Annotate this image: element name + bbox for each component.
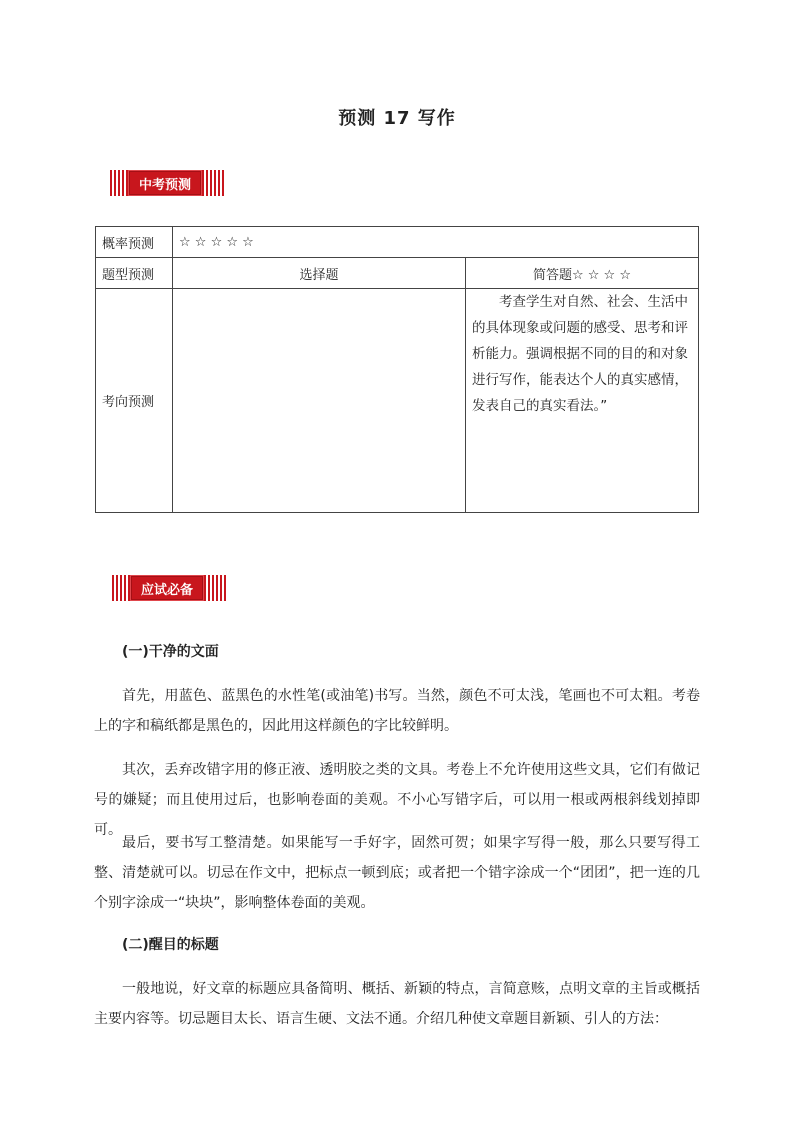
table-cell: 选择题 [173, 258, 466, 289]
banner-label: 应试必备 [130, 575, 204, 601]
page-title: 预测 17 写作 [338, 108, 456, 129]
table-cell-label: 题型预测 [96, 258, 173, 289]
banner-label: 中考预测 [128, 170, 202, 196]
prediction-table [95, 226, 699, 513]
banner-stripes-left [110, 170, 128, 196]
table-row [96, 227, 699, 258]
table-cell-label: 考向预测 [96, 289, 173, 513]
paragraph: 其次，丢弃改错字用的修正液、透明胶之类的文具。考卷上不允许使用这些文具，它们有做记号的嫌疑；而且使用过后，也影响卷面的美观。不小心写错字后，可以用一根或两根斜线划掉即可。 [94, 762, 700, 838]
table-row [96, 258, 699, 289]
banner-stripes-left [112, 575, 130, 601]
table-cell-label: 概率预测 [96, 227, 173, 258]
paragraph: 最后，要书写工整清楚。如果能写一手好字，固然可贺；如果字写得一般，那么只要写得工整、清楚就可以。切忌在作文中，把标点一顿到底；或者把一个错字涂成一个“团团”，把一连的几个别字涂成一“块块”，影响整体卷面的美观。 [94, 835, 700, 911]
section-heading: (一)干净的文面 [122, 644, 219, 660]
banner-stripes-right [204, 575, 226, 601]
table-cell-description [466, 289, 699, 513]
section-heading: (二)醒目的标题 [122, 937, 219, 953]
section-banner-prediction [110, 170, 224, 196]
probability-stars: ☆ ☆ ☆ ☆ ☆ [173, 227, 699, 258]
section-banner-exam-essentials [112, 575, 226, 601]
table-cell [173, 289, 466, 513]
table-cell: 简答题☆ ☆ ☆ ☆ [466, 258, 699, 289]
table-row [96, 289, 699, 513]
paragraph: 首先，用蓝色、蓝黑色的水性笔(或油笔)书写。当然，颜色不可太浅，笔画也不可太粗。考卷上的字和稿纸都是黑色的，因此用这样颜色的字比较鲜明。 [94, 688, 700, 734]
paragraph: 一般地说，好文章的标题应具备简明、概括、新颖的特点，言简意赅，点明文章的主旨或概括主要内容等。切忌题目太长、语言生硬、文法不通。介绍几种使文章题目新颖、引人的方法： [94, 981, 700, 1027]
banner-stripes-right [202, 170, 224, 196]
description-text: 考查学生对自然、社会、生活中的具体现象或问题的感受、思考和评析能力。强调根据不同的目的和对象进行写作，能表达个人的真实感情，发表自己的真实看法。” [472, 294, 688, 414]
